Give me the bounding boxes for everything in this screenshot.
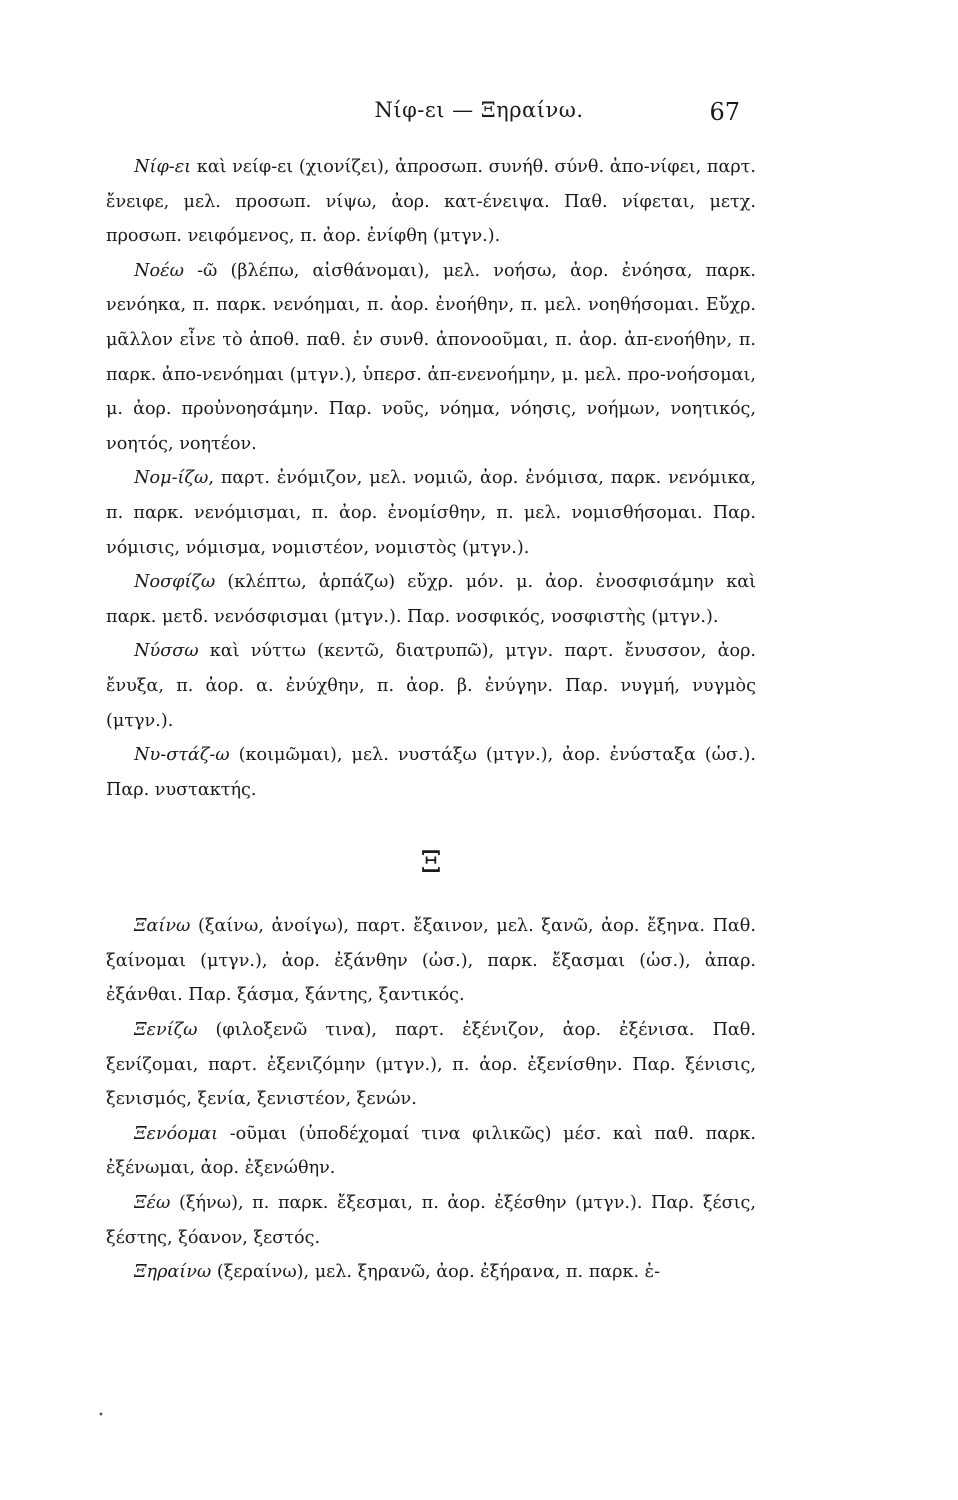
running-head: [0, 98, 958, 138]
entry-headword: Νύσσω: [134, 641, 199, 662]
entry-xaino: [106, 909, 756, 1013]
entry-text: (ξεραίνω), μελ. ξηρανῶ, ἀορ. ἐξήρανα, π. παρκ. ἐ-: [211, 1262, 661, 1283]
entry-headword: Νοσφίζω: [134, 572, 216, 593]
entry-nosfizo: [106, 565, 756, 634]
entry-headword: Νυ-στάζ-ω: [134, 745, 230, 766]
entry-headword: Ξέω: [134, 1193, 171, 1214]
entry-text: (ξαίνω, ἀνοίγω), παρτ. ἔξαινον, μελ. ξανῶ, ἀορ. ἔξηνα. Παθ. ξαίνομαι (μτγν.), ἀορ. ἐξάνθην (ὡσ.), παρκ. ἔξασμαι (ὡσ.), ἀπαρ. ἐξάνθαι. Παρ. ξάσμα, ξάντης, ξαντικός.: [106, 916, 756, 1006]
entry-headword: Ξενίζω: [134, 1020, 198, 1041]
entry-headword: Νοέω: [134, 260, 184, 281]
entry-headword: Ξηραίνω: [134, 1262, 212, 1283]
entry-text: καὶ νύττω (κεντῶ, διατρυπῶ), μτγν. παρτ. ἔνυσσον, ἀορ. ἔνυξα, π. ἀορ. α. ἐνύχθην, π. ἀορ. β. ἐνύγην. Παρ. νυγμή, νυγμὸς (μτγν.).: [106, 641, 756, 731]
entry-headword: Ξενόομαι: [134, 1123, 219, 1144]
entry-text: (κοιμῶμαι), μελ. νυστάξω (μτγν.), ἀορ. ἐνύσταξα (ὡσ.). Παρ. νυστακτής.: [106, 745, 756, 800]
entry-xenoomai: [106, 1117, 756, 1186]
entry-nysso: [106, 634, 756, 738]
entry-text: -οῦμαι (ὑποδέχομαί τινα φιλικῶς) μέσ. καὶ παθ. παρκ. ἐξένωμαι, ἀορ. ἐξενώθην.: [106, 1123, 756, 1179]
entry-xeo: [106, 1186, 756, 1255]
entry-nystazo: [106, 738, 756, 807]
entry-headword: Νομ-ίζω: [134, 468, 209, 489]
entry-text: (φιλοξενῶ τινα), παρτ. ἐξένιζον, ἀορ. ἐξένισα. Παθ. ξενίζομαι, παρτ. ἐξενιζόμην (μτγν.), π. ἀορ. ἐξενίσθην. Παρ. ξένισις, ξενισμός, ξενία, ξενιστέον, ξενών.: [106, 1020, 756, 1110]
entry-nomizo: [106, 461, 756, 565]
entry-xeraino: [106, 1255, 756, 1290]
entry-headword: Ξαίνω: [134, 916, 191, 937]
entry-noeo: [106, 254, 756, 462]
entry-text: (κλέπτω, ἁρπάζω) εὔχρ. μόν. μ. ἀορ. ἐνοσφισάμην καὶ παρκ. μετδ. νενόσφισμαι (μτγν.). Παρ. νοσφικός, νοσφιστὴς (μτγν.).: [106, 572, 756, 627]
entry-headword: Νίφ-ει: [134, 157, 192, 177]
dictionary-body: [106, 150, 756, 1290]
entry-xenizo: [106, 1013, 756, 1117]
entry-nifei: [106, 150, 756, 254]
entry-text: , παρτ. ἐνόμιζον, μελ. νομιῶ, ἀορ. ἐνόμισα, παρκ. νενόμικα, π. παρκ. νενόμισμαι, π. ἀορ. ἐνομίσθην, π. μελ. νομισθήσομαι. Παρ. νόμισις, νόμισμα, νομιστέον, νομιστὸς (μτγν.).: [106, 468, 756, 558]
entry-text: καὶ νείφ-ει (χιονίζει), ἀπροσωπ. συνήθ. σύνθ. ἀπο-νίφει, παρτ. ἔνειφε, μελ. προσωπ. νίψω, ἀορ. κατ-ένειψα. Παθ. νίφεται, μετχ. προσωπ. νειφόμενος, π. ἀορ. ἐνίφθη (μτγν.).: [106, 157, 756, 247]
entry-text: -ῶ (βλέπω, αἰσθάνομαι), μελ. νοήσω, ἀορ. ἐνόησα, παρκ. νενόηκα, π. παρκ. νενόημαι, π. ἀορ. ἐνοήθην, π. μελ. νοηθήσομαι. Εὔχρ. μᾶλλον εἶνε τὸ ἀποθ. παθ. ἐν συνθ. ἀπονοοῦμαι, π. ἀορ. ἀπ-ενοήθην, π. παρκ. ἀπο-νενόημαι (μτγν.), ὑπερσ. ἀπ-ενενοήμην, μ. μελ. προ-νοήσομαι, μ. ἀορ. προὐνοησάμην. Παρ. νοῦς, νόημα, νόησις, νοήμων, νοητικός, νοητός, νοητέον.: [106, 260, 756, 454]
page-number: 67: [709, 98, 740, 126]
page-mark: •: [98, 1410, 104, 1421]
section-letter-heading: Ξ: [420, 845, 442, 881]
running-title: Νίφ-ει — Ξηραίνω.: [374, 98, 584, 122]
entry-text: (ξήνω), π. παρκ. ἔξεσμαι, π. ἀορ. ἐξέσθην (μτγν.). Παρ. ξέσις, ξέστης, ξόανον, ξεστός.: [106, 1193, 756, 1248]
